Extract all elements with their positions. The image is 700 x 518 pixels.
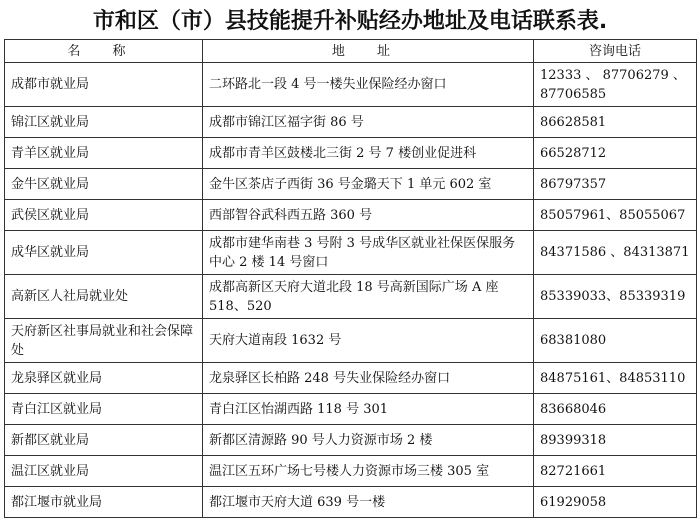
org-name: 金牛区就业局 <box>5 169 203 200</box>
org-name: 温江区就业局 <box>5 456 203 487</box>
header-phone: 咨询电话 <box>534 40 697 63</box>
org-address: 成都市锦江区福字街 86 号 <box>203 107 534 138</box>
org-address: 龙泉驿区长柏路 248 号失业保险经办窗口 <box>203 363 534 394</box>
org-name: 都江堰市就业局 <box>5 487 203 518</box>
org-phone: 61929058 <box>534 487 697 518</box>
org-name: 青羊区就业局 <box>5 138 203 169</box>
table-row <box>5 169 697 200</box>
table-row <box>5 107 697 138</box>
org-phone: 86797357 <box>534 169 697 200</box>
org-address: 二环路北一段 4 号一楼失业保险经办窗口 <box>203 63 534 107</box>
org-name: 龙泉驿区就业局 <box>5 363 203 394</box>
org-address: 成都市建华南巷 3 号附 3 号成华区就业社保医保服务中心 2 楼 14 号窗口 <box>203 231 534 275</box>
org-phone: 85057961、85055067 <box>534 200 697 231</box>
table-row <box>5 231 697 275</box>
org-name: 成华区就业局 <box>5 231 203 275</box>
table-row <box>5 138 697 169</box>
table-row <box>5 63 697 107</box>
org-address: 都江堰市天府大道 639 号一楼 <box>203 487 534 518</box>
table-row <box>5 363 697 394</box>
org-name: 锦江区就业局 <box>5 107 203 138</box>
org-name: 高新区人社局就业处 <box>5 275 203 319</box>
org-phone: 85339033、85339319 <box>534 275 697 319</box>
org-name: 新都区就业局 <box>5 425 203 456</box>
header-name: 名 称 <box>5 40 203 63</box>
org-phone: 84875161、84853110 <box>534 363 697 394</box>
org-address: 新都区清源路 90 号人力资源市场 2 楼 <box>203 425 534 456</box>
org-address: 成都市青羊区鼓楼北三街 2 号 7 楼创业促进科 <box>203 138 534 169</box>
org-phone: 82721661 <box>534 456 697 487</box>
org-phone: 66528712 <box>534 138 697 169</box>
table-row <box>5 394 697 425</box>
org-phone: 89399318 <box>534 425 697 456</box>
org-name: 成都市就业局 <box>5 63 203 107</box>
org-address: 金牛区茶店子西街 36 号金璐天下 1 单元 602 室 <box>203 169 534 200</box>
org-address: 温江区五环广场七号楼人力资源市场三楼 305 室 <box>203 456 534 487</box>
org-phone: 68381080 <box>534 319 697 363</box>
org-address: 成都高新区天府大道北段 18 号高新国际广场 A 座 518、520 <box>203 275 534 319</box>
page-title: 市和区（市）县技能提升补贴经办地址及电话联系表. <box>92 8 608 34</box>
table-row <box>5 456 697 487</box>
org-phone: 86628581 <box>534 107 697 138</box>
org-name: 青白江区就业局 <box>5 394 203 425</box>
org-name: 武侯区就业局 <box>5 200 203 231</box>
header-address: 地 址 <box>203 40 534 63</box>
table-header-row <box>5 40 697 63</box>
table-row <box>5 425 697 456</box>
org-phone: 83668046 <box>534 394 697 425</box>
org-address: 青白江区怡湖西路 118 号 301 <box>203 394 534 425</box>
org-address: 天府大道南段 1632 号 <box>203 319 534 363</box>
table-row <box>5 200 697 231</box>
org-address: 西部智谷武科西五路 360 号 <box>203 200 534 231</box>
org-phone: 12333 、 87706279 、 87706585 <box>534 63 697 107</box>
contact-table <box>4 39 697 518</box>
org-phone: 84371586 、84313871 <box>534 231 697 275</box>
table-row <box>5 275 697 319</box>
org-name: 天府新区社事局就业和社会保障处 <box>5 319 203 363</box>
table-row <box>5 487 697 518</box>
table-row <box>5 319 697 363</box>
